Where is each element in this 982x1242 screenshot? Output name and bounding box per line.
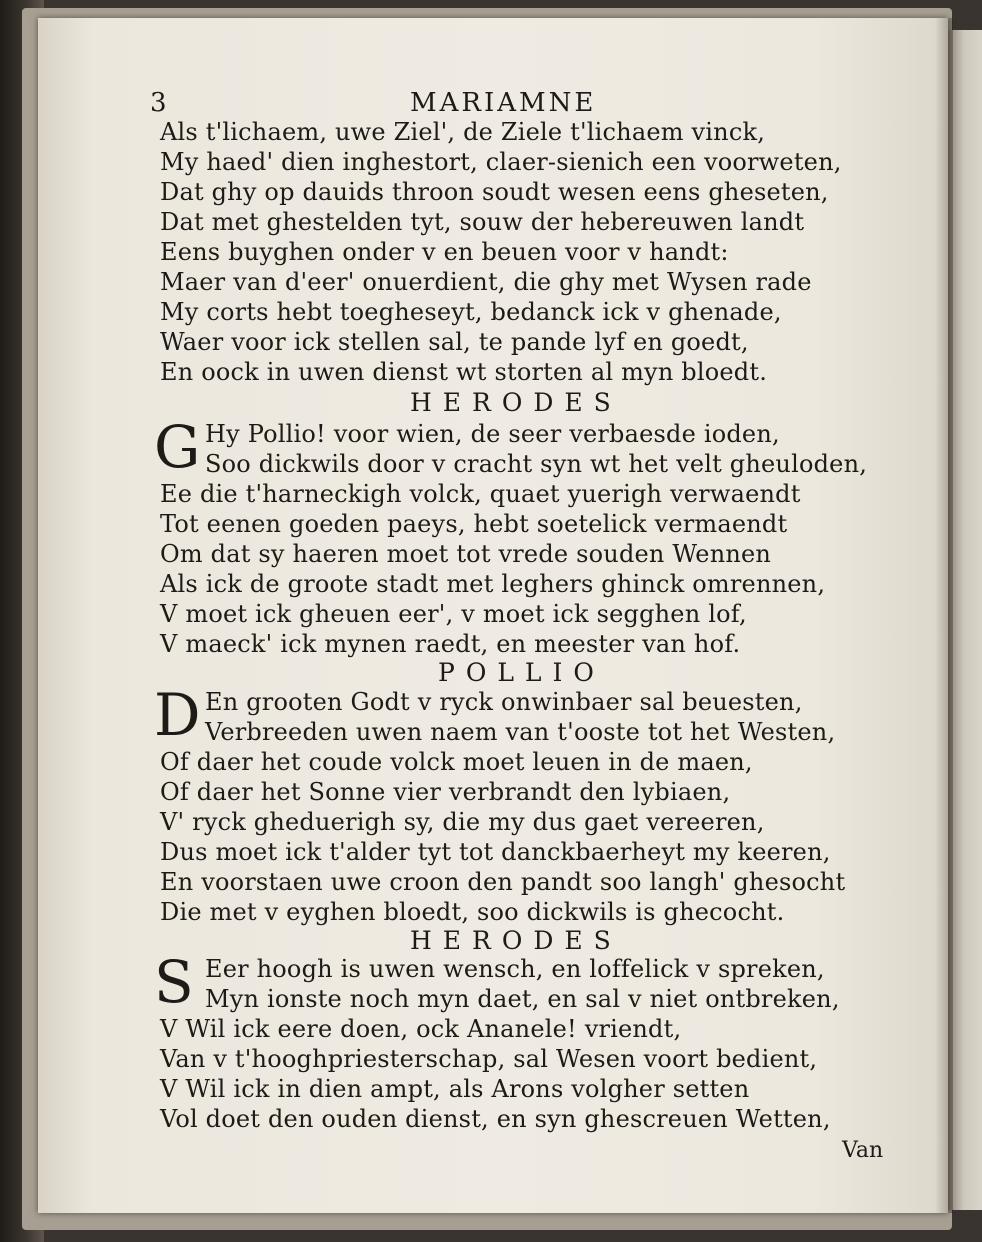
verse-line: En voorstaen uwe croon den pandt soo langh' ghesocht — [160, 868, 846, 896]
verse-line: Of daer het Sonne vier verbrandt den lybiaen, — [160, 778, 731, 806]
verse-line: Of daer het coude volck moet leuen in de maen, — [160, 748, 753, 776]
verse-line: V' ryck gheduerigh sy, die my dus gaet vereeren, — [160, 808, 765, 836]
verse-line: Verbreeden uwen naem van t'ooste tot het Westen, — [205, 718, 836, 746]
verse-line: My haed' dien inghestort, claer-sienich een voorweten, — [160, 148, 842, 176]
verse-line: Als ick de groote stadt met leghers ghinck omrennen, — [160, 570, 826, 598]
verse-line: Eens buyghen onder v en beuen voor v handt: — [160, 238, 729, 266]
verse-line: En grooten Godt v ryck onwinbaer sal beuesten, — [205, 688, 803, 716]
drop-cap: S — [154, 948, 194, 1016]
verse-line: Dus moet ick t'alder tyt tot danckbaerheyt my keeren, — [160, 838, 831, 866]
speaker-name: HERODES — [410, 388, 622, 417]
page-number: 3 — [150, 88, 167, 118]
catchword: Van — [842, 1138, 884, 1163]
drop-cap: D — [154, 681, 201, 749]
verse-line: Eer hoogh is uwen wensch, en loffelick v spreken, — [205, 955, 825, 983]
verse-line: Hy Pollio! voor wien, de seer verbaesde ioden, — [205, 420, 780, 448]
verse-line: Tot eenen goeden paeys, hebt soetelick vermaendt — [160, 510, 788, 538]
verse-line: Dat met ghestelden tyt, souw der hebereuwen landt — [160, 208, 805, 236]
verse-line: Maer van d'eer' onuerdient, die ghy met Wysen rade — [160, 268, 812, 296]
running-head: MARIAMNE — [410, 88, 597, 118]
verse-line: V Wil ick in dien ampt, als Arons volgher setten — [160, 1075, 750, 1103]
verse-line: Dat ghy op dauids throon soudt wesen eens gheseten, — [160, 178, 829, 206]
verse-line: En oock in uwen dienst wt storten al myn bloedt. — [160, 358, 768, 386]
verse-line: Vol doet den ouden dienst, en syn ghescreuen Wetten, — [160, 1105, 831, 1133]
drop-cap: G — [154, 413, 201, 481]
verse-line: V maeck' ick mynen raedt, en meester van hof. — [160, 630, 741, 658]
verse-line: Myn ionste noch myn daet, en sal v niet ontbreken, — [205, 985, 840, 1013]
speaker-name: HERODES — [410, 926, 622, 955]
verse-line: Als t'lichaem, uwe Ziel', de Ziele t'lichaem vinck, — [160, 118, 766, 146]
verse-line: Waer voor ick stellen sal, te pande lyf en goedt, — [160, 328, 749, 356]
verse-line: V Wil ick eere doen, ock Ananele! vriendt, — [160, 1015, 682, 1043]
verse-line: Soo dickwils door v cracht syn wt het velt gheuloden, — [205, 450, 868, 478]
verse-line: Die met v eyghen bloedt, soo dickwils is ghecocht. — [160, 898, 785, 926]
verse-line: Van v t'hooghpriesterschap, sal Wesen voort bedient, — [160, 1045, 818, 1073]
verse-line: My corts hebt toegheseyt, bedanck ick v ghenade, — [160, 298, 782, 326]
speaker-name: POLLIO — [438, 658, 605, 687]
verse-line: Ee die t'harneckigh volck, quaet yuerigh verwaendt — [160, 480, 801, 508]
verse-line: Om dat sy haeren moet tot vrede souden Wennen — [160, 540, 772, 568]
verse-line: V moet ick gheuen eer', v moet ick segghen lof, — [160, 600, 747, 628]
